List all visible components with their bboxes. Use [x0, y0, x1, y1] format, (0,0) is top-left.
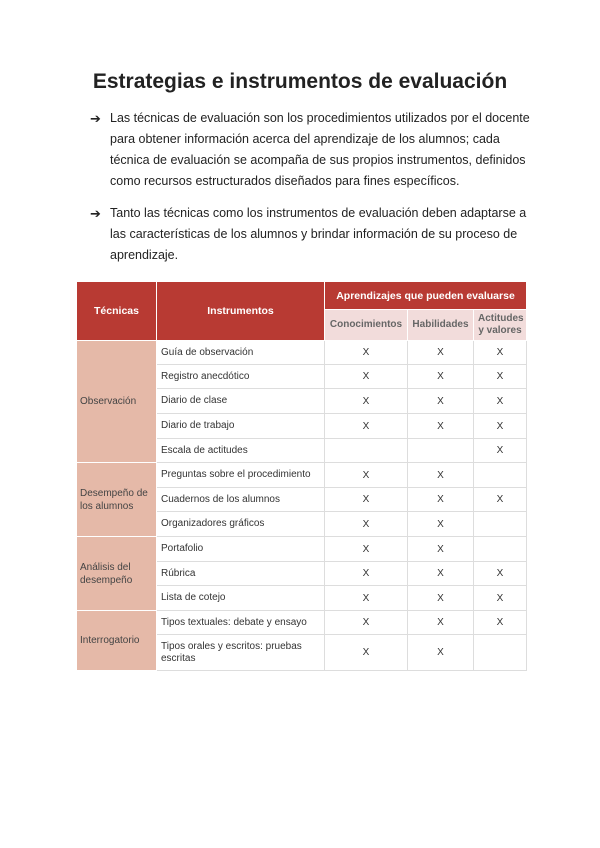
mark-habilidades: X: [408, 635, 474, 671]
mark-habilidades: X: [408, 537, 474, 562]
mark-conocimientos: X: [325, 562, 408, 586]
mark-conocimientos: X: [325, 488, 408, 512]
bullet-text: Tanto las técnicas como los instrumentos de evaluación deben adaptarse a las características de los alumnos y brindar información de su proceso de aprendizaje.: [110, 206, 527, 262]
table-row: [77, 463, 527, 488]
header-aprendizajes: Aprendizajes que pueden evaluarse: [325, 282, 527, 310]
instrument-cell: Lista de cotejo: [157, 586, 325, 611]
instrument-cell: Diario de clase: [157, 389, 325, 414]
mark-actitudes: X: [474, 414, 527, 439]
instrument-cell: Preguntas sobre el procedimiento: [157, 463, 325, 488]
mark-conocimientos: X: [325, 537, 408, 562]
mark-conocimientos: X: [325, 463, 408, 488]
mark-actitudes: [474, 512, 527, 537]
mark-actitudes: [474, 635, 527, 671]
technique-cell: Observación: [77, 341, 157, 463]
mark-conocimientos: X: [325, 365, 408, 389]
mark-actitudes: X: [474, 586, 527, 611]
mark-habilidades: X: [408, 512, 474, 537]
table-row: [77, 537, 527, 562]
instrument-cell: Rúbrica: [157, 562, 325, 586]
mark-conocimientos: [325, 439, 408, 463]
instrument-cell: Diario de trabajo: [157, 414, 325, 439]
bullet-item: [92, 108, 532, 192]
technique-cell: Análisis del desempeño: [77, 537, 157, 611]
subheader-actitudes: Actitudes y valores: [474, 310, 527, 341]
table-row: [77, 611, 527, 635]
mark-habilidades: X: [408, 414, 474, 439]
mark-habilidades: X: [408, 463, 474, 488]
mark-actitudes: [474, 463, 527, 488]
table-row: [77, 341, 527, 365]
mark-habilidades: [408, 439, 474, 463]
technique-cell: Desempeño de los alumnos: [77, 463, 157, 537]
mark-habilidades: X: [408, 562, 474, 586]
mark-actitudes: X: [474, 365, 527, 389]
table-body: [77, 341, 527, 671]
evaluation-table: [76, 281, 527, 671]
mark-actitudes: X: [474, 562, 527, 586]
mark-habilidades: X: [408, 611, 474, 635]
header-instrumentos: Instrumentos: [157, 282, 325, 341]
mark-conocimientos: X: [325, 389, 408, 414]
instrument-cell: Organizadores gráficos: [157, 512, 325, 537]
mark-actitudes: X: [474, 488, 527, 512]
instrument-cell: Cuadernos de los alumnos: [157, 488, 325, 512]
mark-habilidades: X: [408, 586, 474, 611]
mark-actitudes: X: [474, 389, 527, 414]
mark-actitudes: X: [474, 439, 527, 463]
mark-habilidades: X: [408, 341, 474, 365]
bullet-text: Las técnicas de evaluación son los procedimientos utilizados por el docente para obtener información acerca del aprendizaje de los alumnos; cada técnica de evaluación se acompaña de sus propios instrumentos, definidos como recursos estructurados diseñados para fines específicos.: [110, 111, 530, 188]
mark-conocimientos: X: [325, 611, 408, 635]
instrument-cell: Tipos textuales: debate y ensayo: [157, 611, 325, 635]
page-title: Estrategias e instrumentos de evaluación: [92, 70, 508, 93]
mark-actitudes: [474, 537, 527, 562]
mark-conocimientos: X: [325, 414, 408, 439]
arrow-right-icon: ➔: [90, 206, 101, 221]
instrument-cell: Escala de actitudes: [157, 439, 325, 463]
mark-conocimientos: X: [325, 586, 408, 611]
mark-conocimientos: X: [325, 512, 408, 537]
subheader-conocimientos: Conocimientos: [325, 310, 408, 341]
bullet-item: [92, 203, 532, 266]
mark-habilidades: X: [408, 365, 474, 389]
header-tecnicas: Técnicas: [77, 282, 157, 341]
mark-conocimientos: X: [325, 341, 408, 365]
arrow-right-icon: ➔: [90, 111, 101, 126]
instrument-cell: Tipos orales y escritos: pruebas escritas: [157, 635, 325, 671]
instrument-cell: Guía de observación: [157, 341, 325, 365]
mark-conocimientos: X: [325, 635, 408, 671]
mark-habilidades: X: [408, 389, 474, 414]
subheader-habilidades: Habilidades: [408, 310, 474, 341]
mark-habilidades: X: [408, 488, 474, 512]
mark-actitudes: X: [474, 341, 527, 365]
instrument-cell: Registro anecdótico: [157, 365, 325, 389]
instrument-cell: Portafolio: [157, 537, 325, 562]
mark-actitudes: X: [474, 611, 527, 635]
technique-cell: Interrogatorio: [77, 611, 157, 671]
